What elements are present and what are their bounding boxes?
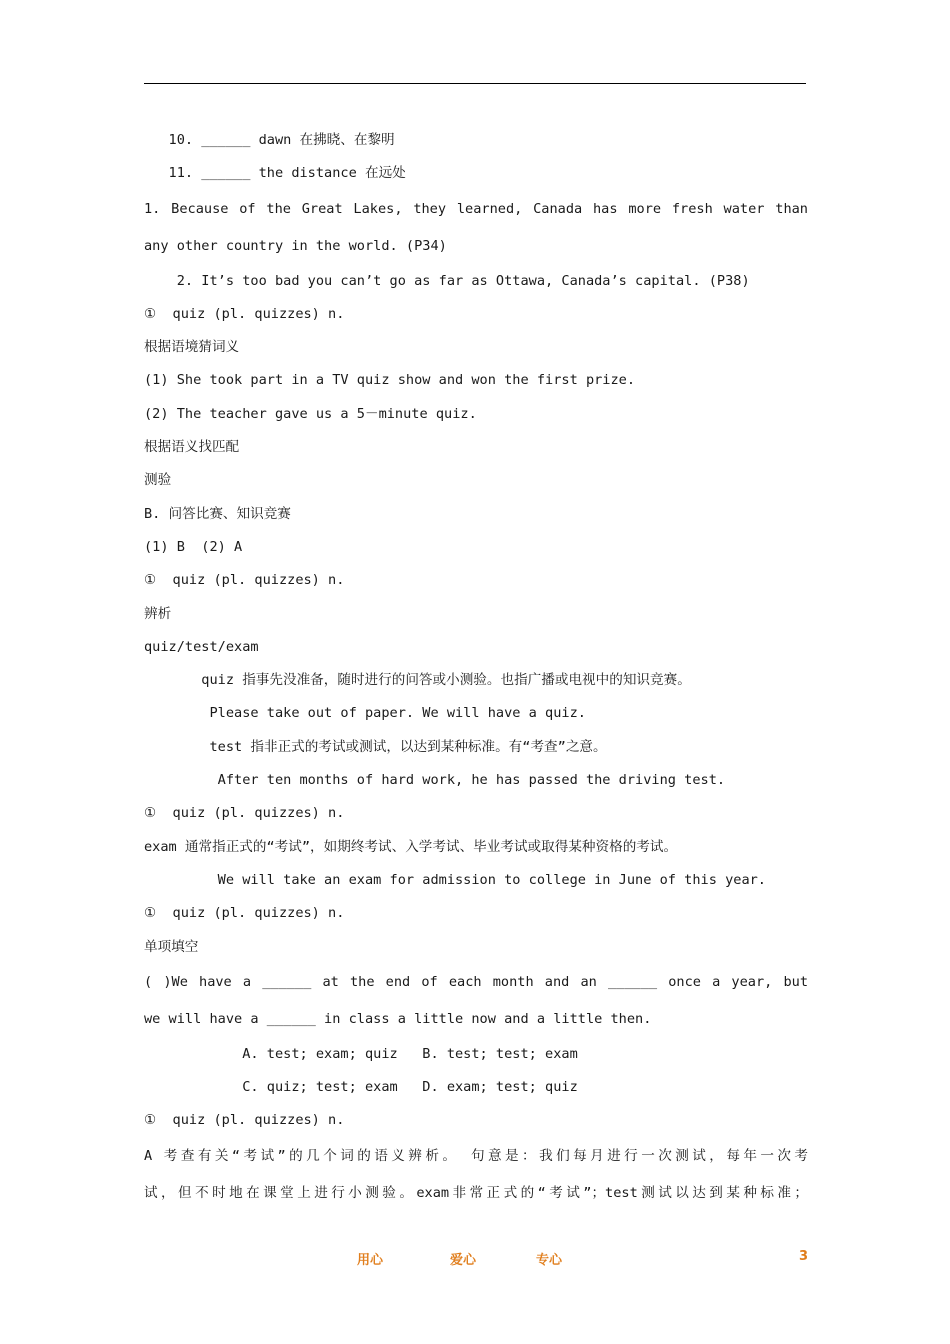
text-line: 1. Because of the Great Lakes, they learned, Canada has more fresh water than bbox=[144, 200, 808, 217]
text-line: quiz/test/exam bbox=[144, 638, 259, 655]
text-line: Please take out of paper. We will have a quiz. bbox=[144, 705, 586, 722]
text-line: ① quiz (pl. quizzes) n. bbox=[144, 805, 345, 822]
text-line: any other country in the world. (P34) bbox=[144, 237, 447, 254]
document-body bbox=[144, 124, 808, 1212]
footer-motto-3: 专心 bbox=[536, 1253, 563, 1268]
text-line: ① quiz (pl. quizzes) n. bbox=[144, 572, 345, 589]
text-line: 单项填空 bbox=[144, 938, 199, 955]
text-line: ① quiz (pl. quizzes) n. bbox=[144, 905, 345, 922]
text-line: ① quiz (pl. quizzes) n. bbox=[144, 305, 345, 322]
page-footer bbox=[0, 1249, 950, 1269]
text-line: (1) She took part in a TV quiz show and won the first prize. bbox=[144, 372, 636, 389]
text-line: A. test; exam; quiz B. test; test; exam bbox=[144, 1045, 578, 1062]
text-line: quiz 指事先没准备，随时进行的问答或小测验。也指广播或电视中的知识竞赛。 bbox=[144, 672, 691, 689]
text-line: exam 通常指正式的“考试”，如期终考试、入学考试、毕业考试或取得某种资格的考试。 bbox=[144, 838, 678, 855]
text-line: 11. ______ the distance 在远处 bbox=[144, 165, 406, 182]
text-line: 试，但不时地在课堂上进行小测验。exam非常正式的“考试”；test测试以达到某种标准； bbox=[144, 1184, 808, 1201]
text-line: 根据语义找匹配 bbox=[144, 439, 240, 456]
text-line: 10. ______ dawn 在拂晓、在黎明 bbox=[144, 132, 395, 148]
text-line: 2. It’s too bad you can’t go as far as Ottawa, Canada’s capital. (P38) bbox=[144, 272, 750, 289]
text-line: After ten months of hard work, he has passed the driving test. bbox=[144, 772, 726, 789]
footer-motto-2: 爱心 bbox=[450, 1253, 477, 1268]
text-line: 根据语境猜词义 bbox=[144, 339, 240, 356]
text-line: we will have a ______ in class a little now and a little then. bbox=[144, 1010, 652, 1027]
footer-motto-1: 用心 bbox=[357, 1253, 384, 1268]
page-number: 3 bbox=[799, 1249, 809, 1264]
text-line: (2) The teacher gave us a 5－minute quiz. bbox=[144, 405, 477, 422]
header-rule bbox=[144, 83, 806, 84]
text-line: test 指非正式的考试或测试，以达到某种标准。有“考查”之意。 bbox=[144, 738, 607, 755]
text-line: 测验 bbox=[144, 472, 172, 489]
text-line: B. 问答比赛、知识竞赛 bbox=[144, 505, 291, 522]
text-line: (1) B (2) A bbox=[144, 538, 243, 555]
text-line: ( )We have a ______ at the end of each month and an ______ once a year, but bbox=[144, 973, 808, 990]
text-line: We will take an exam for admission to college in June of this year. bbox=[144, 871, 766, 888]
text-line: ① quiz (pl. quizzes) n. bbox=[144, 1112, 345, 1129]
text-line: 辨析 bbox=[144, 605, 172, 622]
text-line: C. quiz; test; exam D. exam; test; quiz bbox=[144, 1079, 578, 1096]
text-line: A 考查有关“考试”的几个词的语义辨析。 句意是：我们每月进行一次测试，每年一次考 bbox=[144, 1147, 808, 1164]
